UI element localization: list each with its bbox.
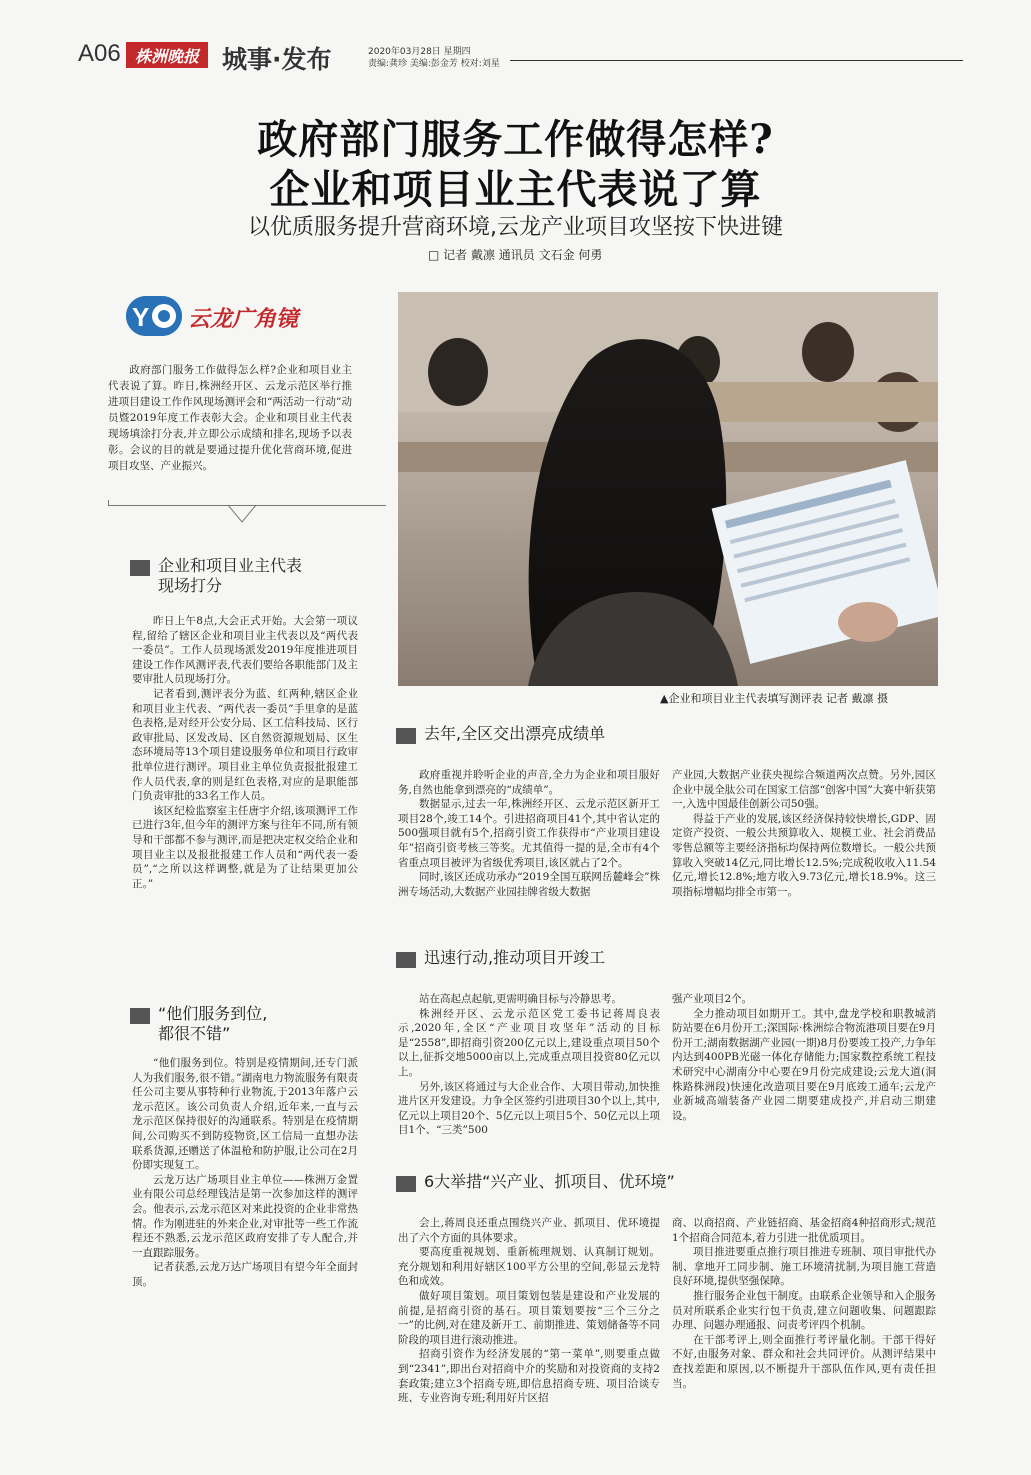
paragraph: 数据显示,过去一年,株洲经开区、云龙示范区新开工项目28个,竣工14个。引进招商项目41个,其中省认定的500强项目就有5个,招商引资工作获得市“产业项目建设年”招商引资考核三等奖。尤其值得一提的是,全市有4个省重点项目被评为省级优秀项目,该区就占了2个。 bbox=[398, 798, 660, 869]
photo-caption: ▲企业和项目业主代表填写测评表 记者 戴凛 摄 bbox=[660, 692, 888, 705]
paragraph: 该区纪检监察室主任唐宇介绍,该项测评工作已进行3年,但今年的测评方案与往年不同,所有领导和干部都不参与测评,而是把决定权交给企业和项目业主以及报批报建工作人员和“两代表一委员”,“之所以这样调整,就是为了让结果更加公正。” bbox=[132, 804, 358, 890]
section-2-body bbox=[132, 1056, 358, 1290]
subtitle: 以优质服务提升营商环境,云龙产业项目攻坚按下快进键 bbox=[248, 215, 783, 240]
section-3-col-2 bbox=[672, 768, 936, 899]
page-number: A06 bbox=[78, 40, 121, 67]
section-title: 6大举措“兴产业、抓项目、优环境” bbox=[424, 1172, 675, 1191]
paragraph: 记者获悉,云龙万达广场项目有望今年全面封顶。 bbox=[132, 1261, 358, 1288]
paragraph: 做好项目策划。项目策划包装是建设和产业发展的前提,是招商引资的基石。项目策划要按“三个三分之一”的比例,对在建及新开工、前期推进、策划储备等不同阶段的项目进行滚动推进。 bbox=[398, 1289, 660, 1346]
section-5-col-2 bbox=[672, 1216, 936, 1391]
section-square-icon bbox=[396, 952, 416, 968]
section-4-col-2 bbox=[672, 992, 936, 1123]
column-logo-eye-icon bbox=[126, 296, 182, 336]
section-square-icon bbox=[130, 560, 150, 576]
headline-line-2: 企业和项目业主代表说了算 bbox=[269, 166, 762, 213]
date-line: 2020年03月28日 星期四 bbox=[368, 47, 471, 57]
section-square-icon bbox=[396, 728, 416, 744]
paragraph: “他们服务到位。特别是疫情期间,还专门派人为我们服务,很不错。”湖南电力物流服务有限责任公司主要从事特种行业物流,于2013年落户云龙示范区。该公司负责人介绍,近年来,一直与云龙示范区保持很好的沟通联系。特别是在疫情期间,公司购买不到防疫物资,区工信局一直想办法联系货源,还赠送了体温枪和防护服,让公司在2月份即实现复工。 bbox=[132, 1057, 358, 1172]
section-square-icon bbox=[130, 1008, 150, 1024]
section-heading-3 bbox=[396, 724, 936, 744]
section-3-col-1 bbox=[398, 768, 660, 899]
paragraph: 要高度重视规划、重新梳理规划、认真制订规划。充分规划和利用好辖区100平方公里的空间,彰显云龙特色和成效。 bbox=[398, 1246, 660, 1288]
paragraph: 推行服务企业包干制度。由联系企业领导和入企服务员对所联系企业实行包干负责,建立问题收集、问题跟踪办理、问题办理通报、问责考评四个机制。 bbox=[672, 1289, 936, 1332]
paragraph: 云龙万达广场项目业主单位——株洲万金置业有限公司总经理钱洁是第一次参加这样的测评会。他表示,云龙示范区对来此投资的企业非常热情。作为刚进驻的外来企业,对审批等一些工作流程还不熟悉,云龙示范区政府安排了专人配合,并一直跟踪服务。 bbox=[132, 1173, 358, 1259]
paragraph: 会上,蒋周良还重点围绕兴产业、抓项目、优环境提出了六个方面的具体要求。 bbox=[398, 1217, 660, 1244]
section-4-col-1 bbox=[398, 992, 660, 1138]
date-staff-meta bbox=[368, 46, 500, 70]
paragraph: 招商引资作为经济发展的“第一菜单”,则要重点做到“2341”,即出台对招商中介的奖励和对投资商的支持2套政策;建立3个招商专班,即信息招商专班、项目洽谈专班、专业咨询专班;利用好片区招 bbox=[398, 1348, 660, 1405]
svg-text:Y: Y bbox=[132, 302, 150, 332]
news-photo bbox=[398, 292, 938, 686]
paragraph: 强产业项目2个。 bbox=[672, 993, 753, 1005]
section-square-icon bbox=[396, 1176, 416, 1192]
section-title: 迅速行动,推动项目开竣工 bbox=[424, 948, 606, 967]
section-title: 去年,全区交出漂亮成绩单 bbox=[424, 724, 606, 743]
section-title: “他们服务到位, 都很不错” bbox=[158, 1004, 268, 1043]
column-logo-text: 云龙广角镜 bbox=[188, 307, 299, 332]
section-5-col-1 bbox=[398, 1216, 660, 1406]
intro-text: 政府部门服务工作做得怎么样?企业和项目业主代表说了算。昨日,株洲经开区、云龙示范区举行推进项目建设工作作风现场测评会和“两活动一行动”动员暨2019年度工作表彰大会。企业和项目业主代表现场填涂打分表,并立即公示成绩和排名,现场予以表彰。会议的目的就是要通过提升优化营商环境,促进项目攻坚、产业振兴。 bbox=[108, 364, 352, 472]
paragraph: 在干部考评上,则全面推行考评量化制。干部干得好不好,由服务对象、群众和社会共同评价。从测评结果中查找差距和原因,以不断提升干部队伍作风,更有责任担当。 bbox=[672, 1333, 936, 1390]
paragraph: 产业园,大数据产业获央视综合频道两次点赞。另外,园区企业中晟全肽公司在国家工信部“创客中国”大赛中斩获第一,入选中国最佳创新公司50强。 bbox=[672, 769, 936, 811]
paragraph: 记者看到,测评表分为蓝、红两种,辖区企业和项目业主代表、“两代表一委员”手里拿的是蓝色表格,是对经开公安分局、区工信科技局、区行政审批局、区发改局、区自然资源规划局、区生态环境局等13个项目建设服务单位和项目行政审批单位进行测评。项目业主单位负责报批报建工作人员代表,拿的则是红色表格,对应的是职能部门负责审批的33名工作人员。 bbox=[132, 687, 358, 803]
intro-corner bbox=[108, 500, 109, 506]
section-heading-1 bbox=[130, 556, 360, 596]
staff-line: 责编:龚珍 美编:彭金芳 校对:刘星 bbox=[368, 59, 500, 69]
section-heading-2 bbox=[130, 1004, 360, 1044]
paragraph: 商、以商招商、产业链招商、基金招商4种招商形式;规范1个招商合同范本,着力引进一批优质项目。 bbox=[672, 1217, 936, 1244]
callout-notch-icon bbox=[228, 504, 258, 524]
paragraph: 昨日上午8点,大会正式开始。大会第一项议程,留给了辖区企业和项目业主代表以及“两代表一委员”。工作人员现场派发2019年度推进项目建设工作作风测评表,代表们要给各职能部门及主要审批人员现场打分。 bbox=[132, 615, 358, 686]
paragraph: 得益于产业的发展,该区经济保持较快增长,GDP、固定资产投资、一般公共预算收入、规模工业、社会消费品零售总额等主要经济指标均保持两位数增长。一般公共预算收入突破14亿元,同比增长12.5%;完成税收收入11.54亿元,增长12.8%;地方收入9.73亿元,增长18.9%。这三项指标增幅均排全市第一。 bbox=[672, 812, 936, 898]
paragraph: 株洲经开区、云龙示范区党工委书记蒋周良表示,2020年,全区“产业项目攻坚年”活动的目标是“2558”,即招商引资200亿元以上,建设重点项目50个以上,征拆交地5000亩以上,完成重点项目投资80亿元以上。 bbox=[398, 1007, 660, 1078]
headline-line-1: 政府部门服务工作做得怎样? bbox=[257, 116, 774, 163]
section-heading-4 bbox=[396, 948, 936, 968]
section-title: 企业和项目业主代表 现场打分 bbox=[158, 556, 303, 595]
section-name: 城事·发布 bbox=[222, 45, 332, 74]
byline: □ 记者 戴凛 通讯员 文石金 何勇 bbox=[428, 248, 603, 262]
intro-paragraph bbox=[108, 362, 352, 474]
paragraph: 另外,该区将通过与大企业合作、大项目带动,加快推进片区开发建设。力争全区签约引进项目30个以上,其中,亿元以上项目20个、5亿元以上项目5个、50亿元以上项目1个、“三类”500 bbox=[398, 1080, 660, 1137]
paragraph: 项目推进要重点推行项目推进专班制、项目审批代办制、拿地开工同步制、施工环境清扰制,为项目施工营造良好环境,提供坚强保障。 bbox=[672, 1246, 936, 1288]
newspaper-brand-logo: 株洲晚报 bbox=[126, 42, 208, 68]
paragraph: 全力推动项目如期开工。其中,盘龙学校和职教城消防站要在6月份开工;深国际·株洲综合物流港项目要在9月份开工;湖南数据湖产业园(一期)8月份要竣工投产,力争年内达到400PB光磁一体化存储能力;国家数控系统工程技术研究中心湖南分中心要在9月份完成建设;云龙大道(洞株路株洲段)快速化改造项目要在9月底竣工通车;云龙产业新城高端装备产业园二期要建成投产,并启动三期建设。 bbox=[672, 1007, 936, 1122]
section-heading-5 bbox=[396, 1172, 936, 1192]
paragraph: 政府重视并聆听企业的声音,全力为企业和项目服好务,自然也能拿到漂亮的“成绩单”。 bbox=[398, 769, 660, 796]
section-1-body bbox=[132, 614, 358, 891]
paragraph: 站在高起点起航,更需明确目标与冷静思考。 bbox=[419, 993, 622, 1005]
paragraph: 同时,该区还成功承办“2019全国互联网岳麓峰会”株洲专场活动,大数据产业园挂牌省级大数据 bbox=[398, 871, 660, 898]
masthead-rule bbox=[510, 60, 963, 61]
